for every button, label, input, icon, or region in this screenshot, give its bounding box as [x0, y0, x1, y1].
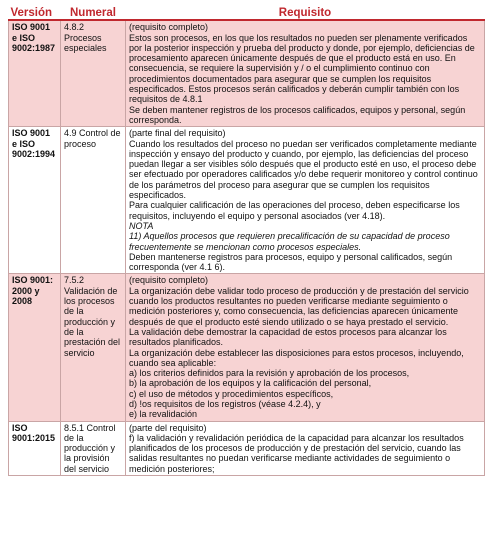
table-header-row — [9, 6, 485, 20]
requisito-line: La organización debe establecer las disposiciones para estos procesos, incluyendo, cuando sea aplicable: — [129, 347, 464, 368]
requisito-line: Estos son procesos, en los que los resultados no pueden ser plenamente verificados por la posterior inspección y prueba del producto y donde, por ejemplo, deficiencias de procesamiento aparecen únicamente después de que el producto está en uso. En consecuencia, se requiere la supervisión y / o el cumplimiento continuo con procedimientos documentados para asegurar que se cumplen los requisitos especificados. Estos procesos serán calificados y deberán cumplir también con los requisitos de 4.8.1 — [129, 32, 475, 105]
version-line: ISO 9001 — [12, 22, 51, 33]
requisito-line: Cuando los resultados del proceso no puedan ser verificados completamente mediante inspección y ensayo del producto y cuando, por ejemplo, las deficiencias del proceso puedan llegar a ser visibles sólo después que el producto esté en uso, el proceso debe ser efectuado por operadores calificados y/o debe requerir monitoreo y control continuo de los parámetros del proceso para asegurar que se cumplen los requisitos especificados. — [129, 138, 478, 201]
requisito-line: Se deben mantener registros de los procesos calificados, equipos y personal, según corresponda. — [129, 104, 466, 125]
header-version: Versión — [9, 6, 61, 20]
version-line: 9001:2015 — [12, 432, 56, 443]
requisito-line: La organización debe validar todo proceso de producción y de prestación del servicio cuando los productos resultantes no pueden verificarse mediante seguimiento o medición posteriores y, como consecuencia, las deficiencias aparecen únicamente después de que el producto esté siendo utilizado o se haya prestado el servicio. — [129, 285, 469, 327]
version-cell — [9, 20, 61, 126]
requisito-cell — [126, 20, 485, 126]
requirements-table — [8, 6, 485, 476]
requisito-line: a) los criterios definidos para la revisión y aprobación de los procesos, — [129, 368, 410, 379]
requisito-line: (parte del requisito) — [129, 422, 207, 433]
requisito-cell — [126, 127, 485, 274]
table-row — [9, 274, 485, 421]
note-text: 11) Aquellos procesos que requieren precalificación de su capacidad de proceso frecuentemente se mencionan como procesos especiales. — [129, 231, 450, 252]
version-cell — [9, 127, 61, 274]
version-cell — [9, 421, 61, 475]
requisito-line: (requisito completo) — [129, 275, 209, 286]
requisito-line: (requisito completo) — [129, 22, 209, 33]
note-title: NOTA — [129, 220, 154, 231]
table-row — [9, 127, 485, 274]
requisito-line: f) la validación y revalidación periódica de la capacidad para alcanzar los resultados planificados de los procesos de producción y de prestación del servicio, cuando las salidas resultantes no puedan verificarse mediante actividades de seguimiento o medición posteriores; — [129, 432, 464, 474]
table-row — [9, 421, 485, 475]
numeral-cell: 7.5.2 Validación de los procesos de la producción y de la prestación del servicio — [61, 274, 126, 421]
version-line: e ISO — [12, 32, 36, 43]
requisito-cell — [126, 421, 485, 475]
numeral-cell: 8.5.1 Control de la producción y la provisión del servicio — [61, 421, 126, 475]
numeral-cell: 4.9 Control de proceso — [61, 127, 126, 274]
table-row — [9, 20, 485, 126]
version-line: ISO 9001: — [12, 275, 54, 286]
requisito-line: d) !os requisitos de los registros (véase 4.2.4), y — [129, 398, 321, 409]
version-line: 2000 y — [12, 285, 40, 296]
header-requisito: Requisito — [126, 6, 485, 20]
version-line: 9002:1987 — [12, 42, 56, 53]
requisito-line: Deben mantenerse registros para procesos, equipo y personal calificados, según corresponda (ver 4.1 6). — [129, 251, 453, 273]
version-line: ISO 9001 — [12, 128, 51, 139]
requisito-line: c) el uso de métodos y procedimientos específicos, — [129, 388, 334, 399]
version-line: ISO — [12, 422, 28, 433]
requisito-line: Para cualquier calificación de las operaciones del proceso, deben especificarse los requisitos, incluyendo el equipo y personal asociados (ver 4.18). — [129, 200, 460, 221]
version-line: 2008 — [12, 296, 33, 307]
requisito-line: (parte final del requisito) — [129, 128, 226, 139]
version-line: e ISO — [12, 138, 36, 149]
version-cell — [9, 274, 61, 421]
version-line: 9002:1994 — [12, 148, 56, 159]
numeral-cell: 4.8.2 Procesos especiales — [61, 20, 126, 126]
requisito-line: b) la aprobación de los equipos y la calificación del personal, — [129, 378, 372, 389]
requirements-table-container — [8, 6, 484, 476]
requisito-cell — [126, 274, 485, 421]
requisito-line: e) la revalidación — [129, 409, 198, 420]
header-numeral: Numeral — [61, 6, 126, 20]
requisito-line: La validación debe demostrar la capacidad de estos procesos para alcanzar los resultados planificados. — [129, 326, 447, 348]
